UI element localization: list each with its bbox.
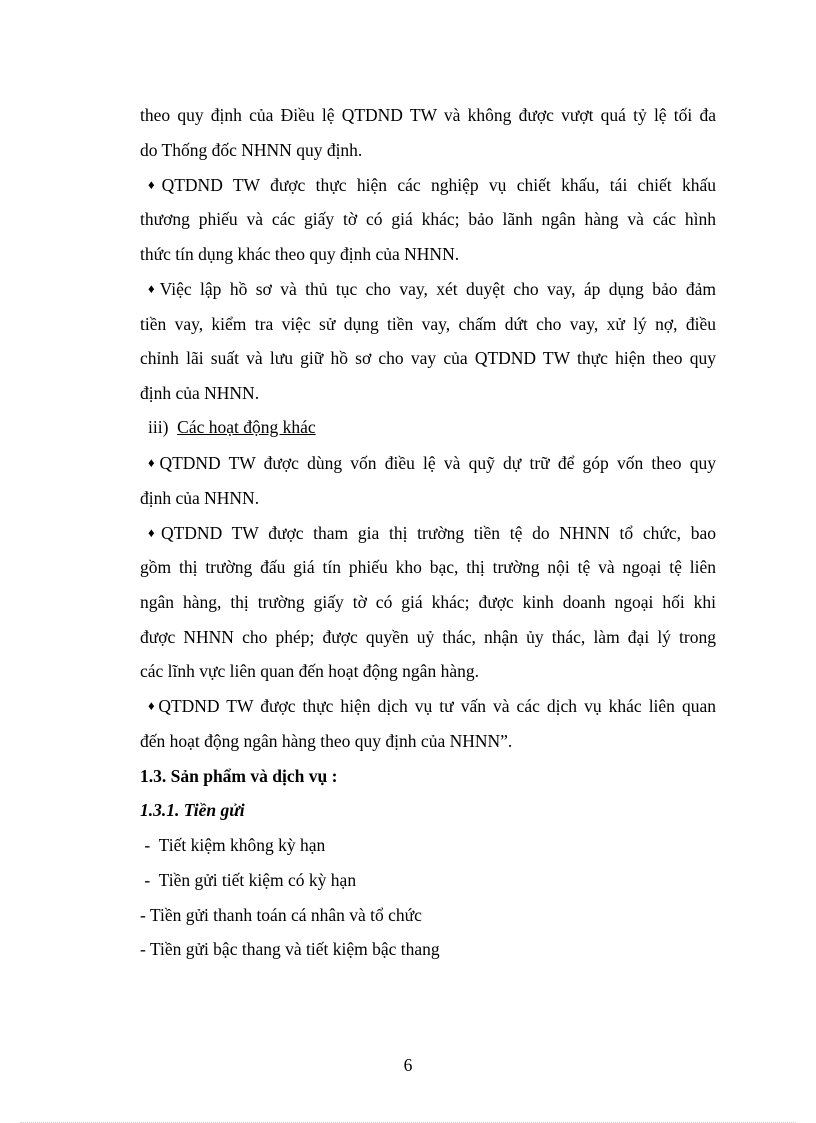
paragraph-line: thức tín dụng khác theo quy định của NHNN. [140, 244, 460, 264]
paragraph-text: QTDND TW được tham gia thị trường tiền tệ do NHNN tổ chức, bao [160, 523, 716, 543]
paragraph-line: theo quy định của Điều lệ QTDND TW và không được vượt quá tỷ lệ tối đa [140, 105, 716, 125]
paragraph-line: chỉnh lãi suất và lưu giữ hồ sơ cho vay của QTDND TW thực hiện theo quy [140, 348, 716, 368]
list-item: - Tiền gửi bậc thang và tiết kiệm bậc thang [140, 939, 440, 959]
page-number: 6 [403, 1055, 413, 1075]
diamond-bullet-icon: ♦ [148, 525, 160, 540]
paragraph-line: thương phiếu và các giấy tờ có giá khác; bảo lãnh ngân hàng và các hình [140, 209, 716, 229]
diamond-bullet-icon: ♦ [148, 177, 161, 192]
bulleted-paragraph-first-line [148, 695, 716, 719]
subsection-heading: 1.3.1. Tiền gửi [140, 800, 245, 820]
paragraph-line: được NHNN cho phép; được quyền uỷ thác, nhận ủy thác, làm đại lý trong [140, 627, 716, 647]
paragraph-line: đến hoạt động ngân hàng theo quy định của NHNN”. [140, 731, 513, 751]
paragraph-text: QTDND TW được thực hiện các nghiệp vụ chiết khấu, tái chiết khấu [161, 175, 716, 195]
paragraph-line: gồm thị trường đấu giá tín phiếu kho bạc, thị trường nội tệ và ngoại tệ liên [140, 557, 716, 577]
bulleted-paragraph-first-line [148, 278, 716, 302]
subheading [148, 416, 724, 438]
paragraph-line: các lĩnh vực liên quan đến hoạt động ngân hàng. [140, 661, 479, 681]
bulleted-paragraph-first-line [148, 452, 716, 476]
paragraph-line: ngân hàng, thị trường giấy tờ có giá khác; được kinh doanh ngoại hối khi [140, 592, 716, 612]
paragraph-text: Việc lập hồ sơ và thủ tục cho vay, xét duyệt cho vay, áp dụng bảo đảm [159, 279, 717, 299]
paragraph-text: QTDND TW được dùng vốn điều lệ và quỹ dự trữ để góp vốn theo quy [159, 453, 716, 473]
list-item: - Tiết kiệm không kỳ hạn [140, 835, 326, 855]
diamond-bullet-icon: ♦ [148, 455, 159, 470]
paragraph-line: do Thống đốc NHNN quy định. [140, 140, 363, 160]
diamond-bullet-icon: ♦ [148, 281, 159, 296]
bulleted-paragraph-first-line [148, 174, 716, 198]
paragraph-line: định của NHNN. [140, 383, 260, 403]
paragraph-line: tiền vay, kiểm tra việc sử dụng tiền vay, chấm dứt cho vay, xử lý nợ, điều [140, 314, 716, 334]
diamond-bullet-icon: ♦ [148, 698, 158, 713]
paragraph-text: QTDND TW được thực hiện dịch vụ tư vấn và các dịch vụ khác liên quan [158, 696, 716, 716]
paragraph-line: định của NHNN. [140, 488, 260, 508]
list-item: - Tiền gửi tiết kiệm có kỳ hạn [140, 870, 357, 890]
list-item: - Tiền gửi thanh toán cá nhân và tổ chức [140, 905, 422, 925]
section-heading: 1.3. Sản phẩm và dịch vụ : [140, 766, 338, 786]
subheading-title: Các hoạt động khác [177, 417, 316, 437]
subheading-number: iii) [148, 417, 169, 437]
bulleted-paragraph-first-line [148, 522, 716, 546]
